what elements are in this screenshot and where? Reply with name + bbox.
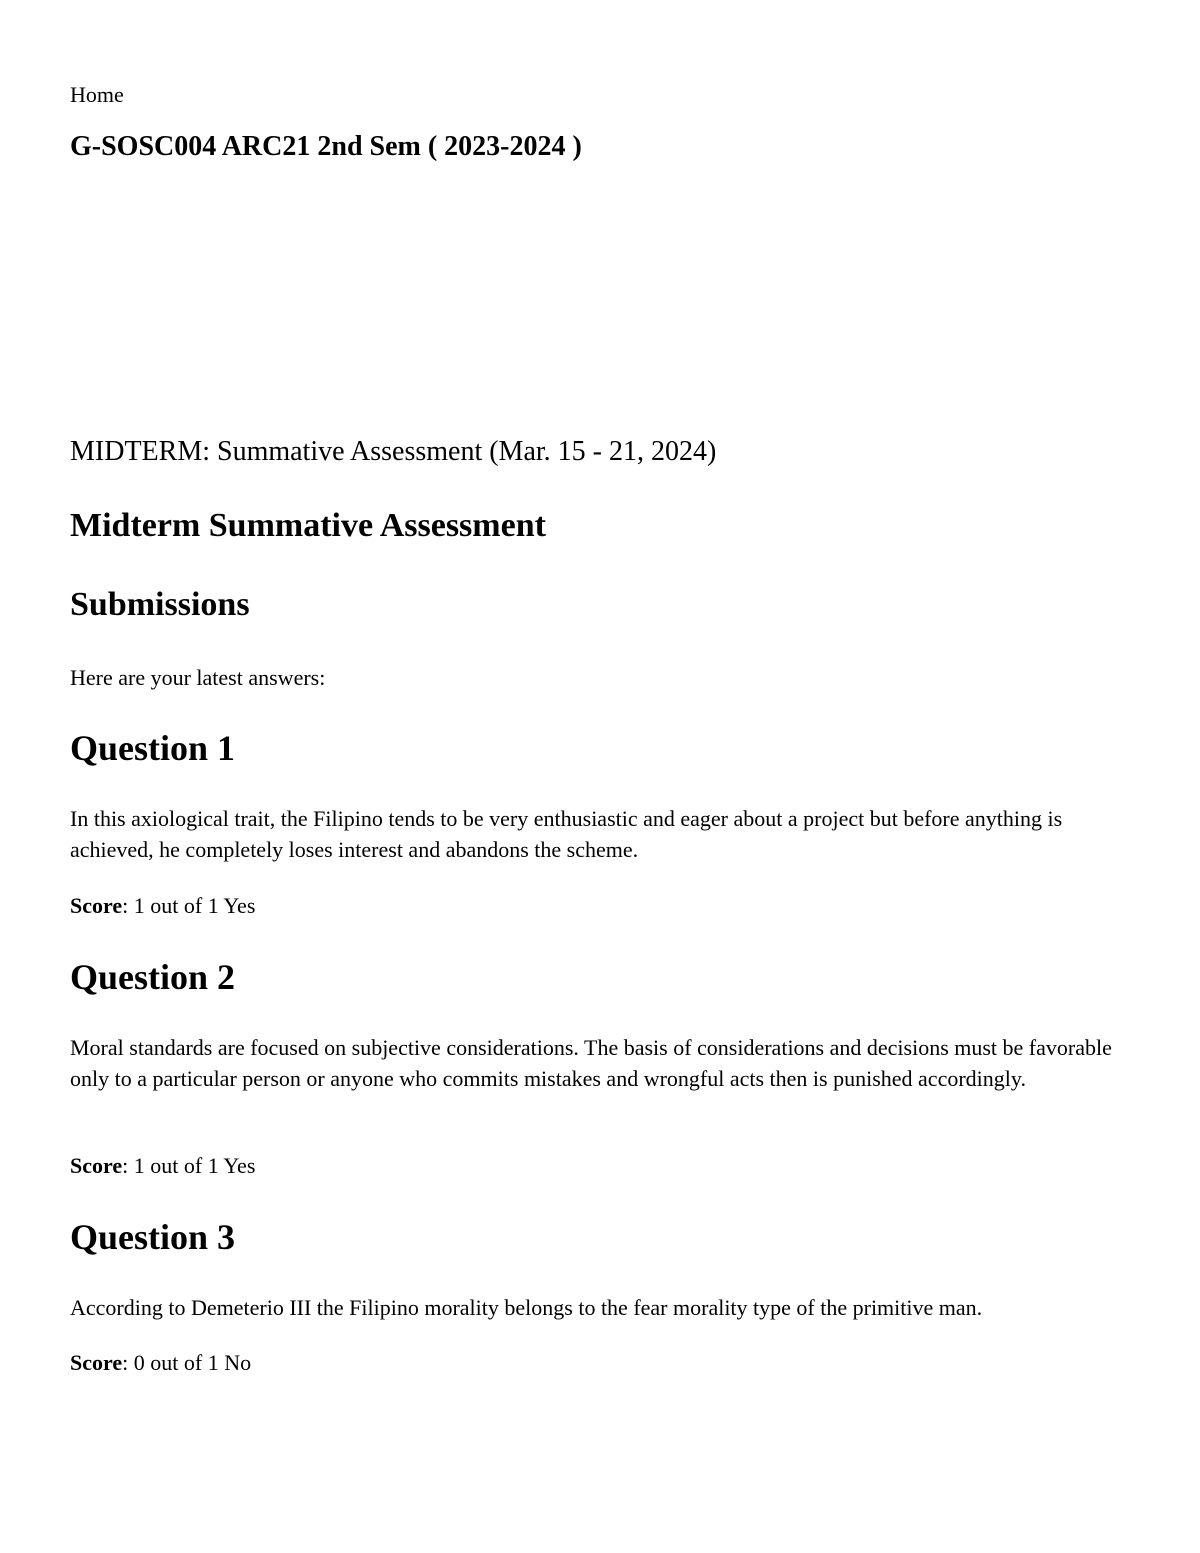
question-1-score-value: : 1 out of 1 Yes [122,893,256,918]
submissions-heading: Submissions [70,586,250,623]
question-3-score-label: Score [70,1350,123,1375]
question-3-score-value: : 0 out of 1 No [122,1350,252,1375]
question-2-score [70,1153,255,1179]
section-title [70,436,716,468]
question-2-score-value: : 1 out of 1 Yes [122,1153,256,1178]
question-3-heading: Question 3 [70,1217,236,1257]
question-1-score [70,893,255,919]
question-2-text: Moral standards are focused on subjective considerations. The basis of considerations and decisions must be favorable only to a particular person or anyone who commits mistakes and wrongful acts then is punished accordingly. [70,1035,1112,1091]
assessment-title: Midterm Summative Assessment [70,507,546,544]
section-title-text: MIDTERM: Summative Assessment (Mar. 15 - 21, 2024) [70,436,717,467]
question-1-heading: Question 1 [70,728,236,768]
question-2-score-label: Score [70,1153,123,1178]
question-2-heading: Question 2 [70,957,236,997]
question-1-score-label: Score [70,893,123,918]
question-1-text: In this axiological trait, the Filipino tends to be very enthusiastic and eager about a project but before anything is achieved, he completely loses interest and abandons the scheme. [70,806,1063,862]
question-3-score [70,1350,251,1376]
course-title[interactable]: G-SOSC004 ARC21 2nd Sem ( 2023-2024 ) [70,131,582,162]
question-3-text: According to Demeterio III the Filipino morality belongs to the fear morality type of the primitive man. [70,1295,983,1320]
home-link[interactable]: Home [70,82,124,107]
submissions-intro: Here are your latest answers: [70,665,326,690]
